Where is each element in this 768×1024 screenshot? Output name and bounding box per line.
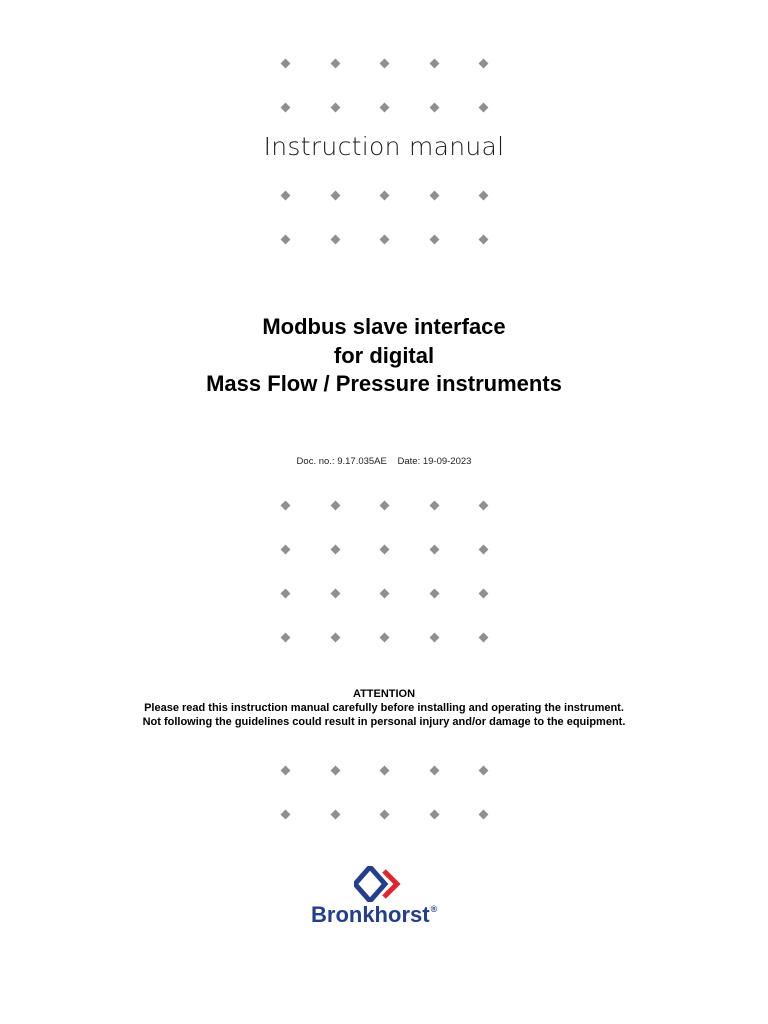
diamond-dot-icon [479,501,489,511]
diamond-dot-icon [281,633,291,643]
diamond-dot-icon [479,810,489,820]
diamond-dot-icon [479,766,489,776]
diamond-dot-icon [430,235,440,245]
diamond-dot-icon [430,810,440,820]
dot-row [274,192,496,202]
diamond-dot-icon [331,59,341,69]
diamond-dot-icon [380,545,390,555]
diamond-dot-icon [331,810,341,820]
decorative-dot-grid-bottom [274,767,496,821]
diamond-dot-icon [430,633,440,643]
diamond-dot-icon [430,103,440,113]
dot-row [274,811,496,821]
decorative-dot-grid-upper [274,192,496,246]
diamond-dot-icon [281,810,291,820]
doc-date: Date: 19-09-2023 [397,456,472,467]
diamond-dot-icon [331,103,341,113]
dot-row [274,236,496,246]
diamond-dot-icon [479,235,489,245]
attention-heading: ATTENTION [352,688,416,700]
title-line-2: for digital [333,342,435,368]
brand-name [311,902,437,928]
diamond-dot-icon [479,191,489,201]
decorative-dot-grid-middle [274,502,496,644]
attention-line-1: Please read this instruction manual carefully before installing and operating the instrument. [144,702,624,714]
decorative-dot-grid-top [274,60,496,114]
diamond-dot-icon [380,633,390,643]
dot-row [274,590,496,600]
diamond-dot-icon [479,59,489,69]
document-meta [0,456,768,467]
diamond-dot-icon [281,235,291,245]
diamond-dot-icon [331,633,341,643]
bronkhorst-logo-icon [354,866,404,902]
diamond-dot-icon [281,545,291,555]
registered-mark: ® [430,904,438,914]
diamond-dot-icon [331,191,341,201]
bronkhorst-logo [284,866,484,936]
dot-row [274,546,496,556]
dot-row [274,502,496,512]
diamond-dot-icon [380,59,390,69]
diamond-dot-icon [380,191,390,201]
diamond-dot-icon [281,103,291,113]
dot-row [274,104,496,114]
diamond-dot-icon [281,59,291,69]
diamond-dot-icon [380,589,390,599]
attention-notice [0,687,768,729]
diamond-dot-icon [331,589,341,599]
diamond-dot-icon [281,766,291,776]
title-line-3: Mass Flow / Pressure instruments [206,371,562,396]
diamond-dot-icon [331,235,341,245]
dot-row [274,634,496,644]
diamond-dot-icon [331,766,341,776]
diamond-dot-icon [430,191,440,201]
dot-row [274,60,496,70]
diamond-dot-icon [479,633,489,643]
diamond-dot-icon [380,103,390,113]
diamond-dot-icon [430,545,440,555]
diamond-dot-icon [479,545,489,555]
dot-row [274,767,496,777]
diamond-dot-icon [331,545,341,555]
title-line-1: Modbus slave interface [262,314,506,339]
diamond-dot-icon [430,766,440,776]
attention-line-2: Not following the guidelines could result in personal injury and/or damage to the equipment. [142,716,626,728]
diamond-dot-icon [380,810,390,820]
document-title [0,313,768,399]
diamond-dot-icon [281,501,291,511]
diamond-dot-icon [479,103,489,113]
diamond-dot-icon [281,191,291,201]
diamond-dot-icon [380,766,390,776]
diamond-dot-icon [430,501,440,511]
diamond-dot-icon [281,589,291,599]
doc-number: Doc. no.: 9.17.035AE [296,456,387,467]
document-type-heading: Instruction manual [263,132,505,161]
diamond-dot-icon [331,501,341,511]
diamond-dot-icon [430,589,440,599]
diamond-dot-icon [380,235,390,245]
diamond-dot-icon [430,59,440,69]
brand-name-text: Bronkhorst [311,902,430,927]
diamond-dot-icon [380,501,390,511]
diamond-dot-icon [479,589,489,599]
